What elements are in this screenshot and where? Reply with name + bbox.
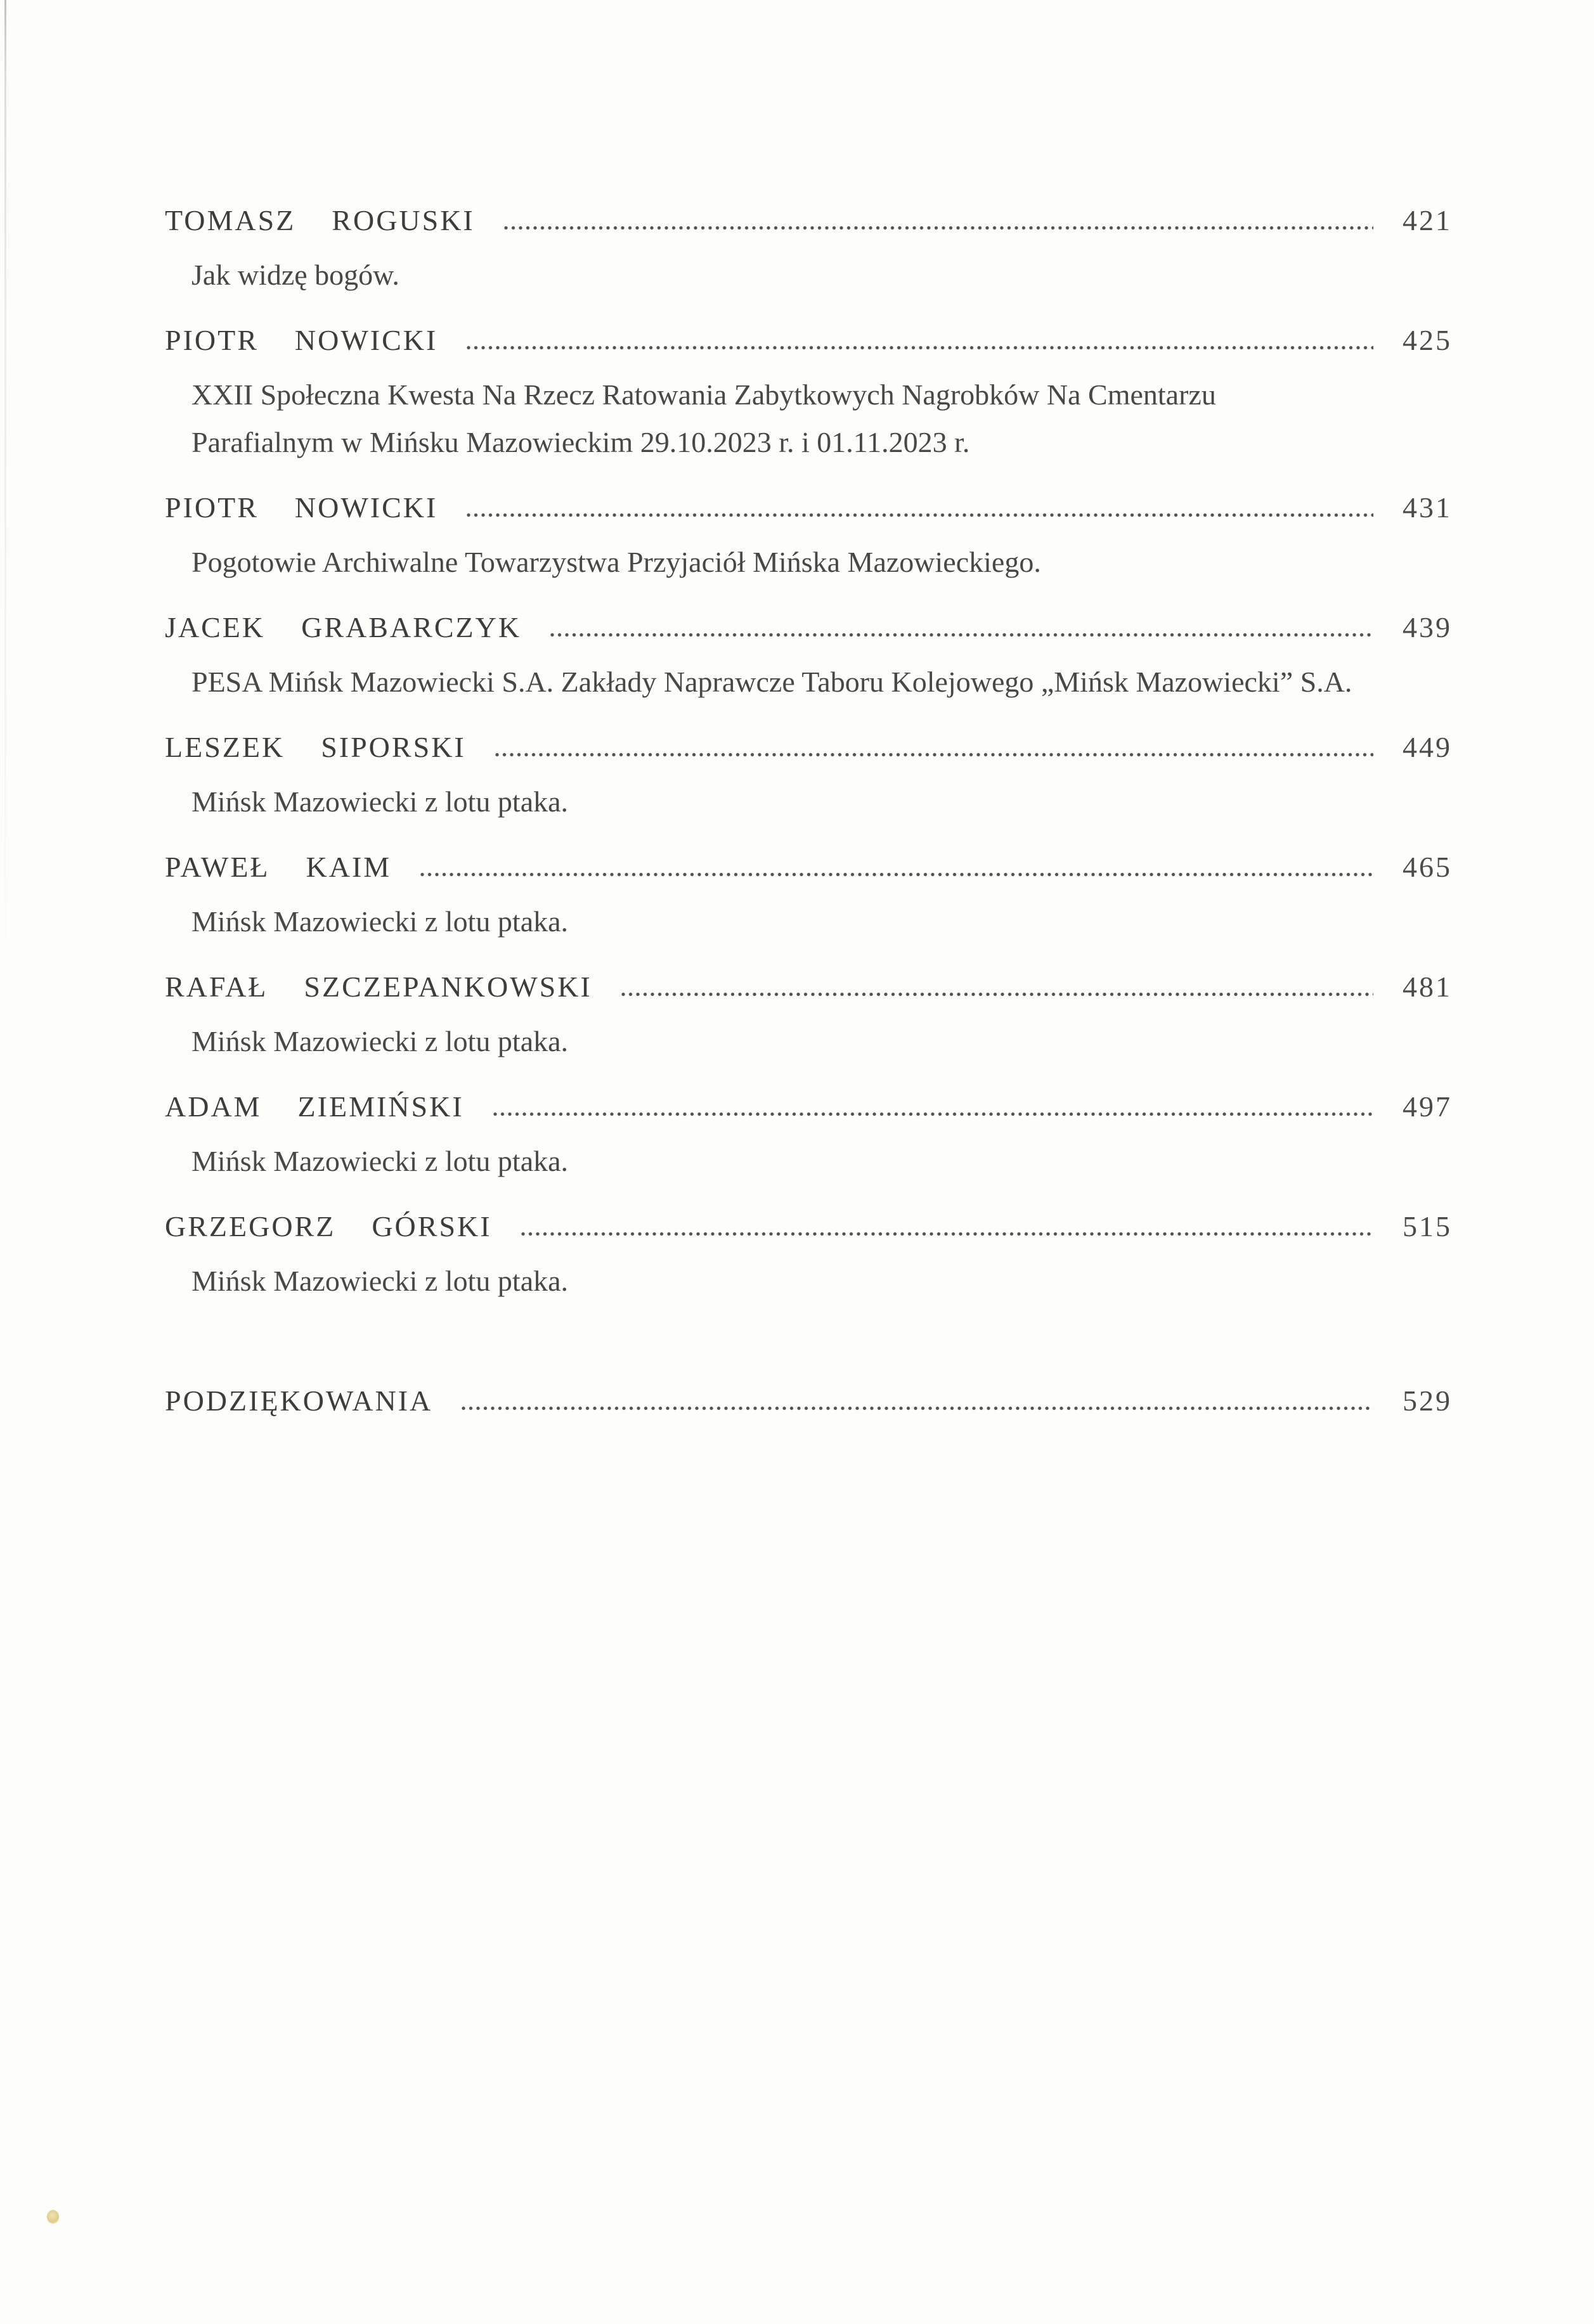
page-number: 439 bbox=[1403, 611, 1452, 643]
page-number: 497 bbox=[1403, 1090, 1452, 1123]
subtitle-line: XXII Społeczna Kwesta Na Rzecz Ratowania Zabytkowych Nagrobków Na Cmentarzu bbox=[191, 378, 1216, 411]
table-of-contents bbox=[165, 204, 1452, 1443]
toc-entry bbox=[165, 971, 1452, 1065]
toc-entry-row bbox=[165, 731, 1452, 764]
toc-entry bbox=[165, 851, 1452, 945]
toc-entry bbox=[165, 491, 1452, 586]
author-name: JACEK GRABARCZYK bbox=[165, 611, 522, 643]
entry-subtitle bbox=[165, 1017, 1452, 1065]
subtitle-line: Mińsk Mazowiecki z lotu ptaka. bbox=[191, 1265, 569, 1297]
subtitle-line: Mińsk Mazowiecki z lotu ptaka. bbox=[191, 785, 569, 818]
toc-entry-row bbox=[165, 491, 1452, 524]
entry-subtitle bbox=[165, 778, 1452, 825]
author-name: PAWEŁ KAIM bbox=[165, 851, 392, 883]
dot-leader bbox=[420, 872, 1373, 877]
toc-entry-row bbox=[165, 1385, 1452, 1417]
page-number: 421 bbox=[1403, 204, 1452, 236]
author-name: RAFAŁ SZCZEPANKOWSKI bbox=[165, 971, 592, 1003]
author-name: PIOTR NOWICKI bbox=[165, 491, 438, 524]
page-number: 431 bbox=[1403, 491, 1452, 524]
subtitle-line: Mińsk Mazowiecki z lotu ptaka. bbox=[191, 1145, 569, 1177]
toc-entry-acknowledgements bbox=[165, 1385, 1452, 1417]
toc-entry-row bbox=[165, 611, 1452, 644]
subtitle-line: Mińsk Mazowiecki z lotu ptaka. bbox=[191, 1025, 569, 1057]
dot-leader bbox=[462, 1406, 1373, 1411]
page-number: 449 bbox=[1403, 731, 1452, 763]
page-number: 529 bbox=[1403, 1385, 1452, 1417]
entry-subtitle bbox=[165, 538, 1452, 586]
dot-leader bbox=[493, 1112, 1373, 1116]
author-name: GRZEGORZ GÓRSKI bbox=[165, 1210, 492, 1243]
toc-entry-row bbox=[165, 1090, 1452, 1123]
author-name: PODZIĘKOWANIA bbox=[165, 1385, 433, 1417]
entry-subtitle bbox=[165, 658, 1452, 706]
toc-entry-row bbox=[165, 971, 1452, 1004]
dot-leader bbox=[495, 752, 1373, 757]
toc-entry bbox=[165, 611, 1452, 706]
author-name: ADAM ZIEMIŃSKI bbox=[165, 1090, 464, 1123]
dot-leader bbox=[550, 633, 1373, 637]
dot-leader bbox=[621, 992, 1373, 997]
page-number: 425 bbox=[1403, 324, 1452, 356]
toc-entry bbox=[165, 1090, 1452, 1185]
toc-entry-row bbox=[165, 324, 1452, 357]
subtitle-line: Pogotowie Archiwalne Towarzystwa Przyjaciół Mińska Mazowieckiego. bbox=[191, 546, 1041, 578]
toc-entry bbox=[165, 731, 1452, 825]
dot-leader bbox=[504, 226, 1373, 230]
toc-entry-row bbox=[165, 204, 1452, 237]
toc-entry bbox=[165, 1210, 1452, 1305]
paper-stain-artifact bbox=[47, 2210, 59, 2224]
dot-leader bbox=[521, 1232, 1373, 1236]
entry-subtitle bbox=[165, 371, 1452, 466]
toc-entry-row bbox=[165, 851, 1452, 884]
author-name: PIOTR NOWICKI bbox=[165, 324, 438, 356]
dot-leader bbox=[467, 345, 1373, 350]
subtitle-line: Mińsk Mazowiecki z lotu ptaka. bbox=[191, 905, 569, 938]
entry-subtitle bbox=[165, 1257, 1452, 1305]
page-number: 481 bbox=[1403, 971, 1452, 1003]
toc-entry-row bbox=[165, 1210, 1452, 1243]
author-name: TOMASZ ROGUSKI bbox=[165, 204, 475, 236]
subtitle-line: Jak widzę bogów. bbox=[191, 259, 399, 291]
scan-edge-artifact bbox=[4, 0, 6, 951]
entry-subtitle bbox=[165, 251, 1452, 299]
page-number: 515 bbox=[1403, 1210, 1452, 1243]
toc-entry bbox=[165, 204, 1452, 299]
subtitle-line: PESA Mińsk Mazowiecki S.A. Zakłady Naprawcze Taboru Kolejowego „Mińsk Mazowiecki” S.A. bbox=[191, 666, 1352, 698]
page-number: 465 bbox=[1403, 851, 1452, 883]
subtitle-line: Parafialnym w Mińsku Mazowieckim 29.10.2023 r. i 01.11.2023 r. bbox=[191, 426, 970, 458]
dot-leader bbox=[467, 513, 1373, 517]
toc-entry bbox=[165, 324, 1452, 466]
author-name: LESZEK SIPORSKI bbox=[165, 731, 466, 763]
entry-subtitle bbox=[165, 898, 1452, 945]
entry-subtitle bbox=[165, 1137, 1452, 1185]
